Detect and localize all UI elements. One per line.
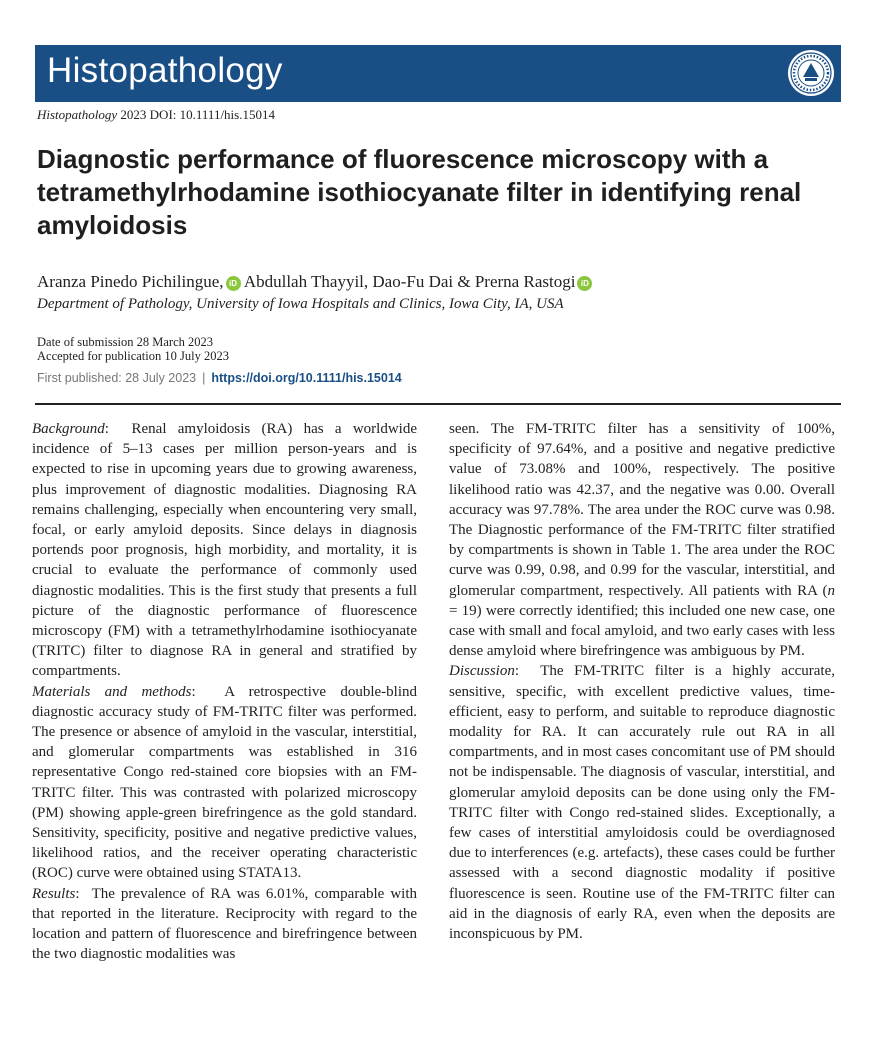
submission-date: Date of submission 28 March 2023 [37,335,214,349]
results-text-cont: = 19) were correctly identified; this included one new case, one case with small and focal amyloid, and two early cases with less dense amyloid where birefringence was ambiguous by PM. [449,602,835,660]
first-published: First published: 28 July 2023 [37,371,197,385]
results-text-lead: seen. The FM-TRITC filter has a sensitivity of 100%, specificity of 97.64%, and a positive and negative predictive value of 73.08% and 100%, respectively. The positive likelihood ratio was 42.37, and the negative was 0.00. Overall accuracy was 97.78%. The area under the ROC curve was 0.98. The Diagnostic performance of the FM-TRITC filter stratified by compartments is shown in Table 1. The area under the ROC curve was 0.99, 0.98, and 0.99 for the vascular, interstitial, and glomerular compartment, respectively. All patients with RA ( [449,421,835,599]
abstract-methods: Materials and methods: A retrospective double-blind diagnostic accuracy study of FM-TRITC filter was performed. The presence or absence of amyloid in the vascular, interstitial, and glomerular compartments was established in 316 representative Congo red-stained core biopsies with an FM-TRITC filter. This was contrasted with polarized microscopy (PM) showing apple-green birefringence as the gold standard. Sensitivity, specificity, positive and negative predictive values, likelihood ratios, and the receiver operating characteristic (ROC) curve were obtained using STATA13. [32,683,417,882]
methods-label: Materials and methods [32,683,192,700]
abstract-left-column [32,419,417,964]
discussion-text: The FM-TRITC filter is a highly accurate, sensitive, specific, with excellent predictive values, time-efficient, easy to perform, and suitable to reproduce diagnostic modality for RA. It can accurately rule out RA in all compartments, and in most cases concomitant use of PM should not be indispensable. The diagnosis of vascular, interstitial, and glomerular amyloid deposits can be done using only the FM-TRITC filter with Congo red-stained slides. Exceptionally, a few cases of interstitial amyloidosis could be overdiagnosed due to interferences (e.g. artefacts), these cases could be further assessed with a second diagnostic modality if positive fluorescence is seen. Routine use of the FM-TRITC filter can aid in the diagnosis of early RA, even when the deposits are inconspicuous by PM. [449,663,835,943]
separator: | [202,371,206,385]
journal-name: Histopathology [37,107,118,122]
results-label: Results [32,885,76,902]
citation-line [37,107,275,123]
citation-doi: 2023 DOI: 10.1111/his.15014 [120,107,275,122]
orcid-icon-2[interactable]: iD [577,276,592,291]
affiliation: Department of Pathology, University of Iowa Hospitals and Clinics, Iowa City, IA, USA [37,296,564,312]
results-n-symbol: n [827,582,835,599]
published-line [37,371,402,385]
results-text: The prevalence of RA was 6.01%, comparable with that reported in the literature. Reciprocity with regard to the location and pattern of fluorescence and birefringence between the two diagnostic modalities was [32,885,418,963]
discussion-label: Discussion [449,663,515,680]
author-list [37,272,592,292]
author-first: Aranza Pinedo Pichilingue, [37,272,224,291]
author-rest: Abdullah Thayyil, Dao-Fu Dai & Prerna Rastogi [243,272,576,291]
journal-banner [35,45,841,102]
abstract-background: Background: Renal amyloidosis (RA) has a worldwide incidence of 5–13 cases per million person-years and is expected to rise in upcoming years due to growing awareness, plus improvement of diagnostic modalities. Diagnosing RA remains challenging, especially when encountering very small, focal, or early amyloid deposits. Since delays in diagnosis portends poor prognosis, high morbidity, and mortality, it is crucial to evaluate the performance of commonly used diagnostic modalities. This is the first study that presents a full picture of the diagnostic performance of fluorescence microscopy (FM) with a tetramethylrhodamine isothiocyanate (TRITC) filter to diagnose RA in general and stratified by compartments. [32,421,418,680]
article-title: Diagnostic performance of fluorescence microscopy with a tetramethylrhodamine isothiocyanate filter in identifying renal amyloidosis [37,144,802,240]
abstract-discussion: Discussion: The FM-TRITC filter is a highly accurate, sensitive, specific, with excellent predictive values, time-efficient, easy to perform, and suitable to reproduce diagnostic modality for RA. It can accurately rule out RA in all compartments, and in most cases concomitant use of PM should not be indispensable. The diagnosis of vascular, interstitial, and glomerular amyloid deposits can be done using only the FM-TRITC filter with Congo red-stained slides. Exceptionally, a few cases of interstitial amyloidosis could be overdiagnosed due to interferences (e.g. artefacts), these cases could be further assessed with a second diagnostic modality if positive fluorescence is seen. Routine use of the FM-TRITC filter can aid in the diagnosis of early RA, even when the deposits are inconspicuous by PM. [449,663,835,943]
divider [35,403,841,405]
dates-block [37,335,229,363]
background-text: Renal amyloidosis (RA) has a worldwide incidence of 5–13 cases per million person-years and is expected to rise in upcoming years due to growing awareness, plus improvement of diagnostic modalities. Diagnosing RA remains challenging, especially when encountering very small, focal, or early amyloid deposits. Since delays in diagnosis portends poor prognosis, high morbidity, and mortality, it is crucial to evaluate the performance of commonly used diagnostic modalities. This is the first study that presents a full picture of the diagnostic performance of fluorescence microscopy (FM) with a tetramethylrhodamine isothiocyanate (TRITC) filter to diagnose RA in general and stratified by compartments. [32,421,418,680]
orcid-icon[interactable]: iD [226,276,241,291]
journal-banner-title: Histopathology [47,51,283,90]
doi-link[interactable]: https://doi.org/10.1111/his.15014 [211,371,402,385]
accepted-date: Accepted for publication 10 July 2023 [37,349,229,363]
methods-text: A retrospective double-blind diagnostic accuracy study of FM-TRITC filter was performed. The presence or absence of amyloid in the vascular, interstitial, and glomerular compartments was established in 316 representative Congo red-stained core biopsies with an FM-TRITC filter. This was contrasted with polarized microscopy (PM) showing apple-green birefringence as the gold standard. Sensitivity, specificity, positive and negative predictive values, likelihood ratios, and the receiver operating characteristic (ROC) curve were obtained using STATA13. [32,683,417,882]
abstract-results-continued [449,419,835,661]
abstract-right-column [449,419,835,944]
society-seal-icon [787,49,835,97]
abstract-results: Results: The prevalence of RA was 6.01%, comparable with that reported in the literature. Reciprocity with regard to the location and pattern of fluorescence and birefringence between the two diagnostic modalities was [32,885,418,963]
background-label: Background [32,421,105,437]
